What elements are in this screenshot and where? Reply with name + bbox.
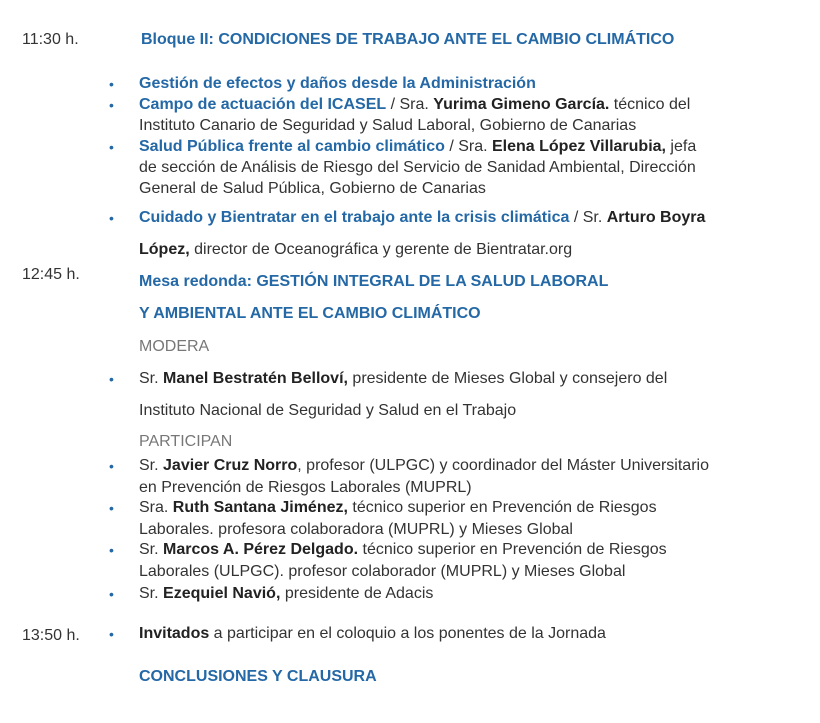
speaker-name: Manel Bestratén Belloví, bbox=[163, 370, 348, 387]
agenda-item-icasel bbox=[139, 94, 690, 115]
speaker-name: Yurima Gimeno García. bbox=[433, 96, 610, 113]
invited-line bbox=[139, 623, 606, 644]
speaker-name: López, bbox=[139, 241, 190, 258]
time-1130: 11:30 h. bbox=[22, 31, 79, 48]
agenda-item-bientratar bbox=[139, 207, 705, 228]
topic: Salud Pública frente al cambio climático bbox=[139, 138, 445, 155]
bullet: • bbox=[109, 626, 114, 642]
separator: / Sra. bbox=[386, 96, 434, 113]
participant-perez bbox=[139, 539, 667, 560]
speaker-name: Arturo Boyra bbox=[606, 209, 706, 226]
separator: / Sr. bbox=[569, 209, 607, 226]
bullet: • bbox=[109, 542, 114, 558]
roundtable-title: Mesa redonda: GESTIÓN INTEGRAL DE LA SALUD LABORAL bbox=[139, 273, 609, 290]
speaker-name: Javier Cruz Norro bbox=[163, 457, 298, 474]
speaker-role: presidente de Mieses Global y consejero del bbox=[347, 370, 668, 387]
speaker-role: técnico superior en Prevención de Riesgos bbox=[358, 541, 667, 558]
agenda-item-salud-publica bbox=[139, 136, 696, 157]
title-prefix: Sr. bbox=[139, 457, 164, 474]
speaker-name: Ruth Santana Jiménez, bbox=[172, 499, 348, 516]
speaker-role: director de Oceanográfica y gerente de Bientratar.org bbox=[189, 241, 573, 258]
speaker-name: Elena López Villarubia, bbox=[492, 138, 666, 155]
conclusions-title: CONCLUSIONES Y CLAUSURA bbox=[139, 668, 377, 685]
speaker-role: , profesor (ULPGC) y coordinador del Máster Universitario bbox=[297, 457, 709, 474]
agenda-item-bientratar-cont bbox=[139, 239, 572, 260]
agenda-item-salud-publica-cont: General de Salud Pública, Gobierno de Canarias bbox=[139, 180, 486, 197]
title-prefix: Sr. bbox=[139, 585, 164, 602]
moderates-label: MODERA bbox=[139, 338, 210, 355]
agenda-item-icasel-cont: Instituto Canario de Seguridad y Salud Laboral, Gobierno de Canarias bbox=[139, 117, 637, 134]
speaker-role: jefa bbox=[665, 138, 697, 155]
moderator bbox=[139, 368, 667, 389]
participants-label: PARTICIPAN bbox=[139, 433, 233, 450]
title-prefix: Sr. bbox=[139, 541, 164, 558]
bullet: • bbox=[109, 458, 114, 474]
participant-cruz-cont: en Prevención de Riesgos Laborales (MUPRL) bbox=[139, 479, 472, 496]
bullet: • bbox=[109, 97, 114, 113]
agenda-item-gestion: Gestión de efectos y daños desde la Administración bbox=[139, 75, 536, 92]
bullet: • bbox=[109, 210, 114, 226]
participant-perez-cont: Laborales (ULPGC). profesor colaborador (MUPRL) y Mieses Global bbox=[139, 563, 626, 580]
block-title: Bloque II: CONDICIONES DE TRABAJO ANTE EL CAMBIO CLIMÁTICO bbox=[141, 31, 675, 48]
participant-santana-cont: Laborales. profesora colaboradora (MUPRL) y Mieses Global bbox=[139, 521, 573, 538]
bullet: • bbox=[109, 500, 114, 516]
title-prefix: Sra. bbox=[139, 499, 173, 516]
title-prefix: Sr. bbox=[139, 370, 164, 387]
speaker-role: técnico superior en Prevención de Riesgos bbox=[347, 499, 657, 516]
participant-cruz bbox=[139, 455, 709, 476]
invited-label: Invitados bbox=[139, 625, 210, 642]
time-1245: 12:45 h. bbox=[22, 266, 80, 283]
speaker-name: Ezequiel Navió, bbox=[163, 585, 281, 602]
bullet: • bbox=[109, 371, 114, 387]
bullet: • bbox=[109, 586, 114, 602]
speaker-role: presidente de Adacis bbox=[280, 585, 434, 602]
bullet: • bbox=[109, 76, 114, 92]
invited-text: a participar en el coloquio a los ponentes de la Jornada bbox=[209, 625, 606, 642]
time-1350: 13:50 h. bbox=[22, 627, 80, 644]
speaker-role: técnico del bbox=[609, 96, 691, 113]
participant-santana bbox=[139, 497, 657, 518]
speaker-name: Marcos A. Pérez Delgado. bbox=[163, 541, 359, 558]
roundtable-title-cont: Y AMBIENTAL ANTE EL CAMBIO CLIMÁTICO bbox=[139, 305, 481, 322]
separator: / Sra. bbox=[444, 138, 492, 155]
moderator-cont: Instituto Nacional de Seguridad y Salud en el Trabajo bbox=[139, 402, 517, 419]
participant-navio bbox=[139, 583, 433, 604]
topic: Cuidado y Bientratar en el trabajo ante la crisis climática bbox=[139, 209, 570, 226]
bullet: • bbox=[109, 139, 114, 155]
topic: Campo de actuación del ICASEL bbox=[139, 96, 387, 113]
agenda-item-salud-publica-cont: de sección de Análisis de Riesgo del Servicio de Sanidad Ambiental, Dirección bbox=[139, 159, 696, 176]
